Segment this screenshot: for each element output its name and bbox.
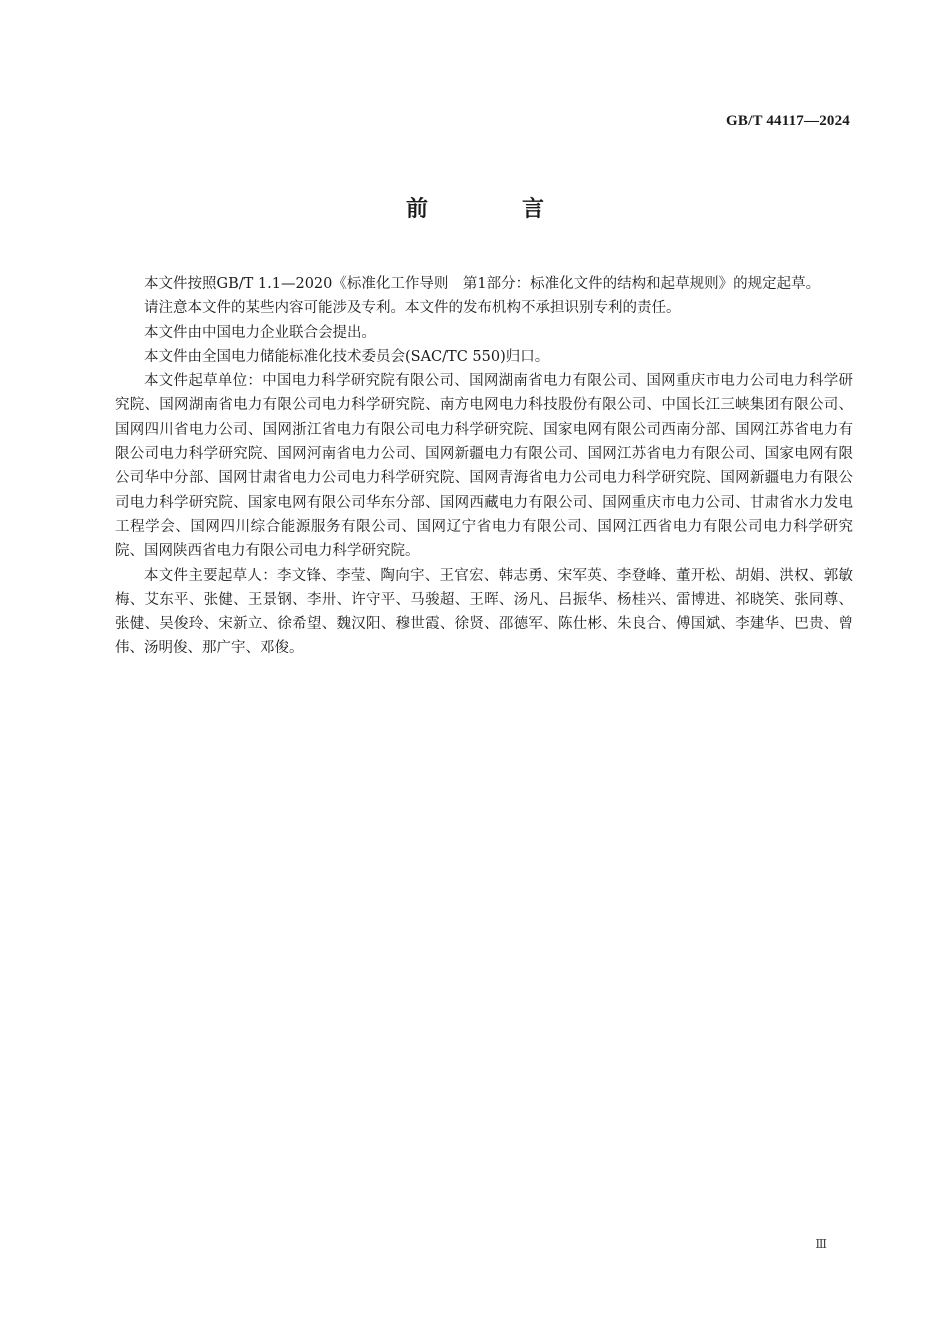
- paragraph-patent-notice: 请注意本文件的某些内容可能涉及专利。本文件的发布机构不承担识别专利的责任。: [144, 300, 681, 317]
- page-title: 前 言: [405, 197, 580, 222]
- page-number: Ⅲ: [815, 1237, 828, 1251]
- paragraph-under-jurisdiction: 本文件由全国电力储能标准化技术委员会(SAC/TC 550)归口。: [144, 348, 550, 365]
- paragraph-main-drafters: 本文件主要起草人：李文锋、李莹、陶向宇、王官宏、韩志勇、宋军英、李登峰、董开松、胡娟、洪权、郭敏梅、艾东平、张健、王景钢、李卅、许守平、马骏超、王晖、汤凡、吕振华、杨桂兴、雷博进、祁晓笑、张同尊、张健、吴俊玲、宋新立、徐希望、魏汉阳、穆世霞、徐贤、邵德军、陈仕彬、朱良合、傅国斌、李建华、巴贵、曾伟、汤明俊、那广宇、邓俊。: [115, 567, 853, 657]
- standard-number: GB/T 44117—2024: [726, 113, 850, 129]
- paragraph-proposed-by: 本文件由中国电力企业联合会提出。: [144, 324, 376, 341]
- document-body: [115, 272, 853, 661]
- paragraph-drafting-rules: 本文件按照GB/T 1.1—2020《标准化工作导则 第1部分：标准化文件的结构和起草规则》的规定起草。: [144, 276, 821, 292]
- paragraph-drafting-organizations: 本文件起草单位：中国电力科学研究院有限公司、国网湖南省电力有限公司、国网重庆市电力公司电力科学研究院、国网湖南省电力有限公司电力科学研究院、南方电网电力科技股份有限公司、中国长江三峡集团有限公司、国网四川省电力公司、国网浙江省电力有限公司电力科学研究院、国家电网有限公司西南分部、国网江苏省电力有限公司电力科学研究院、国网河南省电力公司、国网新疆电力有限公司、国网江苏省电力有限公司、国家电网有限公司华中分部、国网甘肃省电力公司电力科学研究院、国网青海省电力公司电力科学研究院、国网新疆电力有限公司电力科学研究院、国家电网有限公司华东分部、国网西藏电力有限公司、国网重庆市电力公司、甘肃省水力发电工程学会、国网四川综合能源服务有限公司、国网辽宁省电力有限公司、国网江西省电力有限公司电力科学研究院、国网陕西省电力有限公司电力科学研究院。: [115, 373, 853, 560]
